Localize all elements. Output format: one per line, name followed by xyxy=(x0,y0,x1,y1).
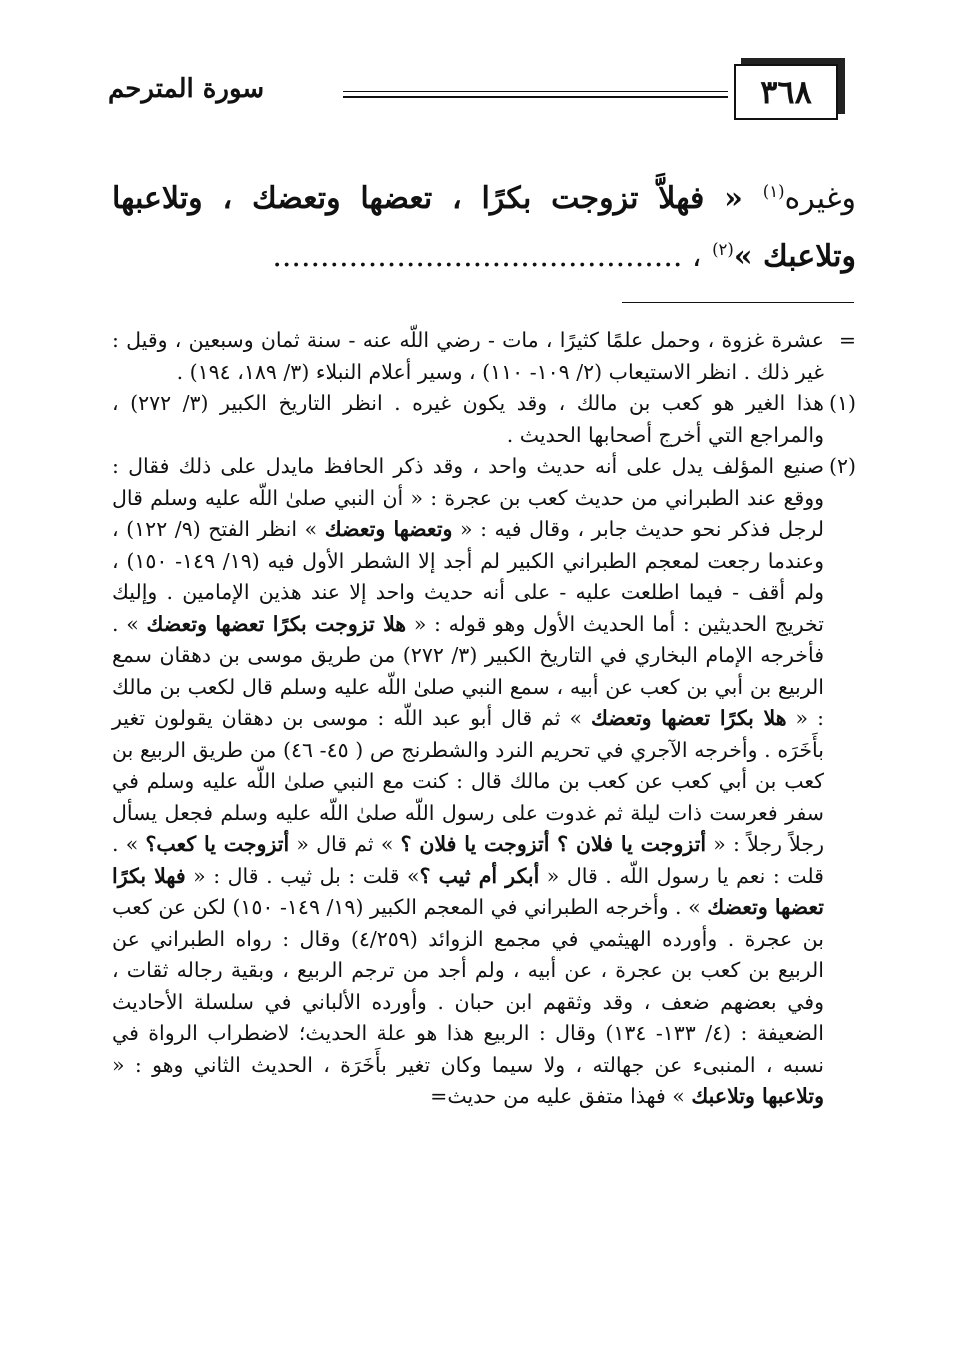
quoted-hadith-text: وتلاعبها وتلاعبك xyxy=(691,1084,824,1108)
footnote-text: هذا الغير هو كعب بن مالك ، وقد يكون غيره . انظر التاريخ الكبير (٣/ ٢٧٢) ، والمراجع التي أخرج أصحابها الحديث . xyxy=(112,391,824,447)
footnote-segment: » ثم قال أبو عبد اللّه : موسى بن دهقان يقولون تغير بأَخَرَه . وأخرجه الآجري في تحريم النرد والشطرنج ص ( ٤٥- ٤٦) من طريق الربيع بن كعب بن أبي كعب عن كعب بن مالك قال : كنت مع النبي صلىٰ اللّه عليه وسلم في سفر فعرست ذات ليلة ثم غدوت على رسول اللّه صلىٰ اللّه عليه وسلم فجعل يسأل رجلاً رجلاً : « xyxy=(112,706,824,856)
main-text xyxy=(112,170,856,286)
footnote-2 xyxy=(112,451,856,1113)
quoted-hadith-text: أتزوجت يا كعب؟ xyxy=(145,832,290,856)
footnotes xyxy=(112,325,856,1113)
footnote-marker: (١) xyxy=(828,391,856,415)
footnote-segment: » . قلت : نعم يا رسول اللّه . قال « xyxy=(112,832,824,888)
footnote-marker: (٢) xyxy=(828,454,856,478)
surah-title: سورة المترحم xyxy=(108,74,265,104)
footnote-segment: » . فأخرجه الإمام البخاري في التاريخ الكبير (٣/ ٢٧٢) من طريق موسى بن دهقان سمع الربيع بن أبي بن كعب عن أبيه ، سمع النبي صلىٰ اللّه عليه وسلم قال لكعب بن مالك : « xyxy=(112,611,824,730)
main-text-lead: وغيره xyxy=(784,181,856,216)
footnote-separator xyxy=(622,302,854,303)
quoted-hadith-text: وتعضها وتعضك xyxy=(324,517,453,541)
footnote-1 xyxy=(112,388,856,451)
header-rule xyxy=(343,91,728,92)
footnote-segment: » قلت : بل ثيب . قال : « xyxy=(185,863,420,888)
header-rule-thick xyxy=(343,96,728,98)
quoted-hadith-text: هلا بكرًا تعضها وتعضك xyxy=(591,706,787,730)
footnote-segment: » انظر الفتح (٩/ ١٢٢) ، وعندما رجعت لمعجم الطبراني الكبير لم أجد إلا الشطر الأول فيه (١٩/ ١٤٩- ١٥٠) ، ولم أقف - فيما اطلعت عليه - على أنه حديث واحد إلا عند هذين الإمامين . وإليك تخريج الحديثين : أما الحديث الأول وهو قوله : « xyxy=(112,517,824,636)
quoted-hadith-text: فهلا بكرًا تعضها وتعضك xyxy=(112,863,824,919)
footnote-ref-1: (١) xyxy=(762,182,785,201)
footnote-segment: » ثم قال « xyxy=(289,832,401,856)
quoted-hadith-text: أتزوجت يا فلان ؟ أتزوجت يا فلان ؟ xyxy=(400,832,707,856)
quoted-hadith-text: أبكر أم ثيب ؟ xyxy=(419,863,540,888)
page-number: ٣٦٨ xyxy=(760,73,812,111)
footnote-continuation xyxy=(112,325,856,388)
footnote-text: عشرة غزوة ، وحمل علمًا كثيرًا ، مات - رضي اللّه عنه - سنة ثمان وسبعين ، وقيل : غير ذلك . انظر الاستيعاب (٢/ ١٠٩- ١١٠) ، وسير أعلام النبلاء (٣/ ١٨٩، ١٩٤) . xyxy=(112,328,824,384)
footnote-segment: » فهذا متفق عليه من حديث= xyxy=(430,1084,692,1108)
main-text-trail: ، ........................................... xyxy=(272,239,702,274)
quoted-hadith-text: هلا تزوجت بكرًا تعضها وتعضك xyxy=(146,611,407,636)
footnote-ref-2: (٢) xyxy=(712,240,734,259)
footnote-segment: صنيع المؤلف يدل على أنه حديث واحد ، وقد ذكر الحافظ مايدل على ذلك فقال : ووقع عند الطبراني من حديث كعب بن عجرة : « أن النبي صلىٰ اللّه عليه وسلم قال لرجل فذكر نحو حديث جابر ، وقال فيه : « xyxy=(112,454,824,541)
page-header xyxy=(108,58,854,138)
footnote-marker: = xyxy=(838,328,856,352)
hadith-quote: « فهلاَّ تزوجت بكرًا ، تعضها وتعضك ، وتلاعبها وتلاعبك » xyxy=(112,181,856,274)
footnote-segment: » . وأخرجه الطبراني في المعجم الكبير (١٩/ ١٤٩- ١٥٠) لكن عن كعب بن عجرة . وأورده الهيثمي في مجمع الزوائد (٤/٢٥٩) وقال : رواه الطبراني عن الربيع بن كعب بن عجرة ، عن أبيه ، ولم أجد من ترجم الربيع ، وبقية رجاله ثقات ، وفي بعضهم ضعف ، وقد وثقهم ابن حبان . وأورده الألباني في سلسلة الأحاديث الضعيفة : (٤/ ١٣٣- ١٣٤) وقال : الربيع هذا هو علة الحديث؛ لاضطراب الرواة في نسبه ، المنبىء عن جهالته ، ولا سيما وكان تغير بأَخَرَة ، الحديث الثاني وهو : « xyxy=(112,895,825,1077)
page-number-box xyxy=(734,64,838,120)
footnote-text xyxy=(112,451,824,1113)
